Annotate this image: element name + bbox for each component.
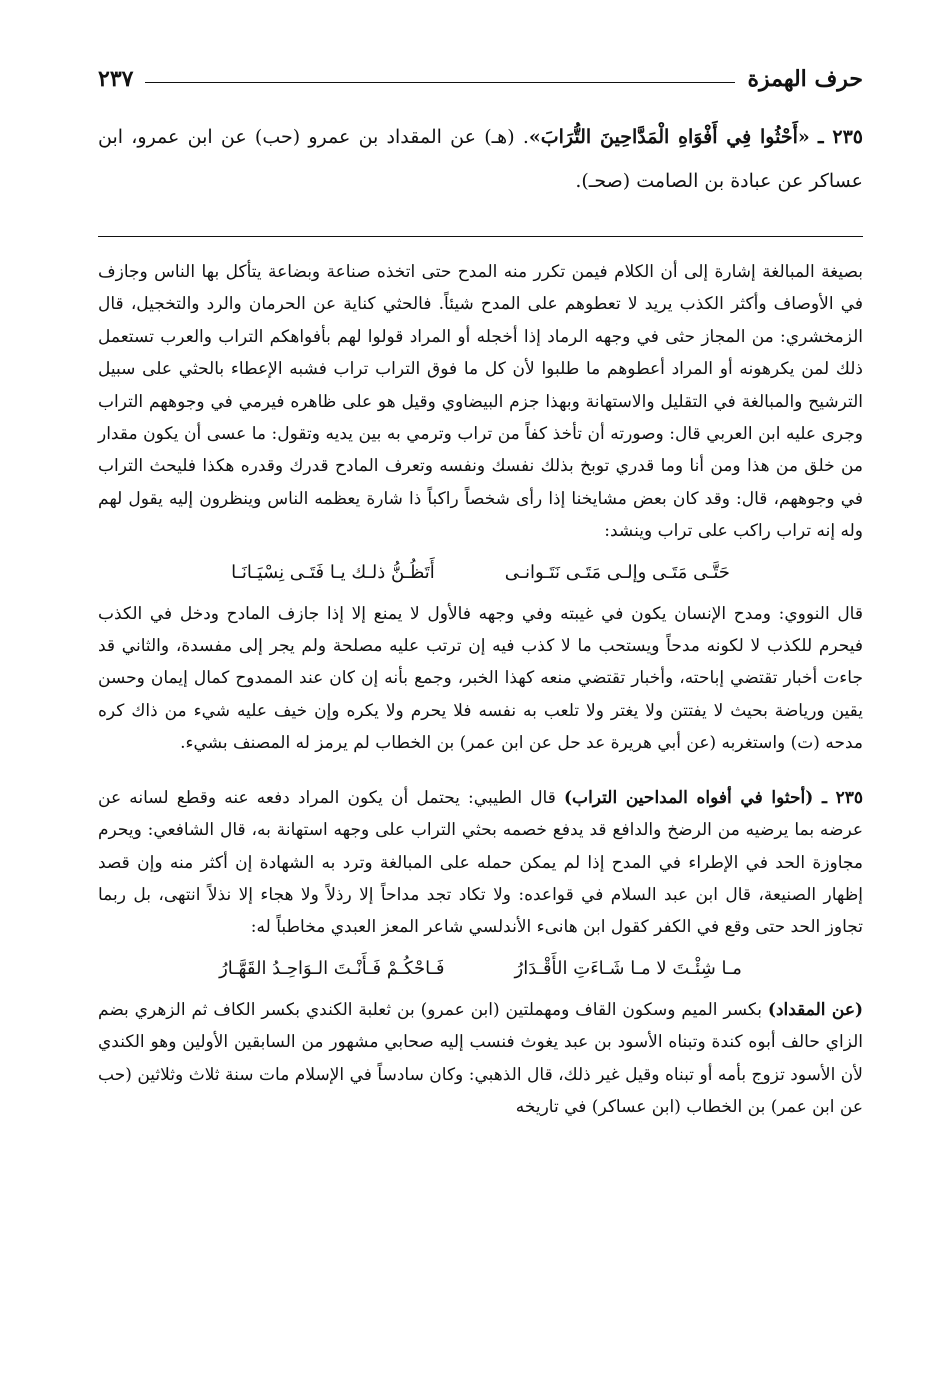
entry-number: ٢٣٥ ـ (817, 126, 863, 148)
header-rule (145, 82, 735, 83)
hadith-text: «أَحْثُوا فِي أَفْوَاهِ الْمَدَّاحِينَ التُّرَابَ» (528, 126, 810, 148)
verse-line (98, 946, 863, 992)
verse-hemistich-first: مـا شِئْـتَ لا مـا شَـاءَتِ الأَقْـدَارُ (514, 957, 742, 979)
verse-line (98, 550, 863, 596)
commentary-lemma: ٢٣٥ ـ (أحثوا في أفواه المداحين التراب) (564, 787, 863, 808)
running-header (98, 62, 863, 96)
commentary-paragraph: ٢٣٥ ـ (أحثوا في أفواه المداحين التراب) قال الطيبي: يحتمل أن يكون المراد دفعه عنه وقطع لسانه عن عرضه بما يرضيه من الرضخ والدافع قد يدفع خصمه بحثي التراب على وجهه استهانة به، قال الشافعي: ويحرم مجاوزة الحد في الإطراء في المدح إذا لم يمكن حمله على المبالغة وترد به الشهادة إن أكثر منه وإن قصد إظهار الصنيعة، قال ابن عبد السلام في قواعده: ولا تكاد تجد مداحاً إلا رذلاً ولا هجاء إلا نذلاً انتهى، بل ربما تجاوز الحد حتى وقع في الكفر كقول ابن هانىء الأندلسي شاعر المعز العبدي مخاطباً له: (98, 787, 863, 938)
commentary (98, 256, 863, 1123)
running-title: حرف الهمزة (747, 66, 863, 92)
verse-hemistich-first: حَتَّـى مَتَـى وإلـى مَتَـى نَتَـوانـى (504, 561, 730, 583)
commentary-lemma: (عن المقداد) (767, 999, 864, 1020)
commentary-paragraph: قال النووي: ومدح الإنسان يكون في غيبته وفي وجهه فالأول لا يمنع إلا إذا جازف المادح ودخل في الكذب فيحرم للكذب لا لكونه مدحاً ويستحب ما لا كذب فيه إن ترتب عليه مصلحة ولم يجر إلى مفسدة، والثاني قد جاءت أخبار تقتضي إباحته، وأخبار تقتضي منعه كهذا الخبر، وجمع بأنه إن كان عند الممدوح كمال إيمان وحسن يقين ورياضة بحيث لا يفتتن ولا يغتر ولا تلعب به نفسه فلا يحرم ولا يكره وإن خيف عليه شيء من ذاك كره مدحه (ت) واستغربه (عن أبي هريرة عد حل عن ابن عمر) بن الخطاب لم يرمز له المصنف بشيء. (98, 603, 863, 754)
footnote-divider (98, 236, 863, 237)
commentary-paragraph: بصيغة المبالغة إشارة إلى أن الكلام فيمن تكرر منه المدح حتى اتخذه صناعة وبضاعة يتأكل بها الناس وجازف في الأوصاف وأكثر الكذب يريد لا تعطوهم على المدح شيئاً. فالحثي كناية عن الحرمان والرد والتخجيل، قال الزمخشري: من المجاز حثى في وجهه الرماد إذا أخجله أو المراد قولوا لهم بأفواهكم التراب والعرب تستعمل ذلك لمن يكرهونه أو المراد أعطوهم ما طلبوا لأن كل ما فوق التراب تراب فشبه الإعطاء بالحثي على سبيل الترشيح والمبالغة في التقليل والاستهانة وبهذا جزم البيضاوي وقيل هو على ظاهره فيرمي في وجوههم التراب وجرى عليه ابن العربي قال: وصورته أن تأخذ كفاً من تراب وترمي به بين يديه وتقول: ما عسى أن يكون مقدار من خلق من هذا ومن أنا وما قدري توبخ بذلك نفسك ونفسه وتعرف المادح قدرك وقدره هكذا فليحث التراب في وجوههم، قال: وقد كان بعض مشايخنا إذا رأى شخصاً راكباً ذا شارة يعظمه الناس وينظرون إليه يقول لهم وله إنه تراب راكب على تراب وينشد: (98, 262, 863, 542)
hadith-entry (98, 115, 863, 203)
page-number: ٢٣٧ (98, 66, 134, 92)
hadith-sources: . (هـ) عن المقداد بن عمرو (حب) عن ابن عمرو، ابن عساكر عن عبادة بن الصامت (صحـ). (98, 126, 863, 192)
verse-hemistich-second: أَتَظُـنُّ ذلـك يـا فَتَـى نِسْيَـانَـا (231, 561, 435, 583)
commentary-paragraph: (عن المقداد) بكسر الميم وسكون القاف ومهملتين (ابن عمرو) بن ثعلبة الكندي بكسر الكاف ثم الزهري بضم الزاي حالف أبوه كندة وتبناه الأسود بن عبد يغوث فنسب إليه صحابي مشهور من السابقين الأولين وهو الكندي لأن الأسود تزوج بأمه أو تبناه وقيل غير ذلك، قال الذهبي: وكان سادساً في الإسلام مات سنة ثلاث وثلاثين (حب عن ابن عمر) بن الخطاب (ابن عساكر) في تاريخه (98, 999, 864, 1117)
verse-hemistich-second: فَـاحْكُـمْ فَـأَنْـتَ الـوَاحِـدُ القَهَّـارُ (219, 957, 445, 979)
